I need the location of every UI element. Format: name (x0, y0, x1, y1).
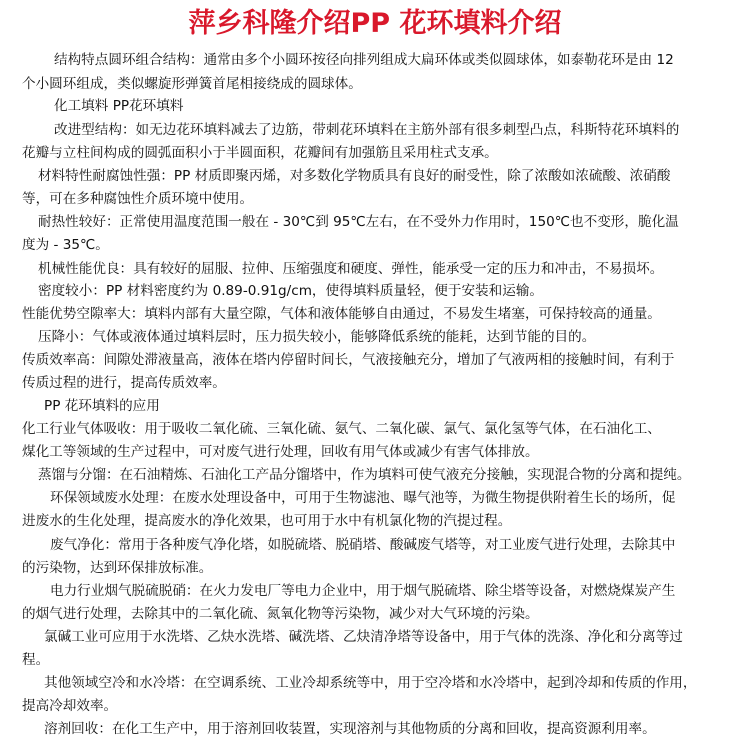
paragraph-line: 蒸馏与分馏：在石油精炼、石油化工产品分馏塔中，作为填料可使气液充分接触，实现混合物的分离和提纯。 (38, 467, 691, 483)
paragraph-line: 传质效率高：间隙处滞液量高，液体在塔内停留时间长，气液接触充分，增加了气液两相的接触时间，有利于 (22, 352, 675, 368)
paragraph-line: 氯碱工业可应用于水洗塔、乙炔水洗塔、碱洗塔、乙炔清净塔等设备中，用于气体的洗涤、净化和分离等过 (44, 629, 683, 645)
paragraph-line: 花瓣与立柱间构成的圆弧面积小于半圆面积，花瓣间有加强筋且采用柱式支承。 (22, 145, 498, 161)
paragraph-line: 耐热性较好：正常使用温度范围一般在 - 30℃到 95℃左右，在不受外力作用时，150℃也不变形，脆化温 (38, 214, 679, 230)
section-heading: PP 花环填料的应用 (44, 398, 160, 414)
paragraph-line: 密度较小：PP 材料密度约为 0.89-0.91g/cm，使得填料质量轻，便于安装和运输。 (38, 283, 544, 299)
paragraph-line: 度为 - 35℃。 (22, 237, 109, 253)
paragraph-line: 结构特点圆环组合结构：通常由多个小圆环按径向排列组成大扁环体或类似圆球体，如泰勒花环是由 12 (54, 52, 674, 68)
paragraph-line: 机械性能优良：具有较好的屈服、拉伸、压缩强度和硬度、弹性，能承受一定的压力和冲击，不易损坏。 (38, 261, 664, 277)
paragraph-line: 材料特性耐腐蚀性强：PP 材质即聚丙烯，对多数化学物质具有良好的耐受性，除了浓酸如浓硫酸、浓硝酸 (38, 168, 671, 184)
paragraph-line: 传质过程的进行，提高传质效率。 (22, 375, 226, 391)
paragraph-line: 的污染物，达到环保排放标准。 (22, 560, 213, 576)
paragraph-line: 化工行业气体吸收：用于吸收二氧化硫、三氧化硫、氨气、二氧化碳、氯气、氯化氢等气体，在石油化工、 (22, 421, 661, 437)
paragraph-line: 环保领域废水处理：在废水处理设备中，可用于生物滤池、曝气池等，为微生物提供附着生长的场所，促 (50, 490, 676, 506)
paragraph-line: 等，可在多种腐蚀性介质环境中使用。 (22, 191, 254, 207)
paragraph-line: 电力行业烟气脱硫脱硝：在火力发电厂等电力企业中，用于烟气脱硫塔、除尘塔等设备，对燃烧煤炭产生 (50, 583, 676, 599)
paragraph-line: 其他领域空冷和水冷塔：在空调系统、工业冷却系统等中，用于空冷塔和水冷塔中，起到冷却和传质的作用， (44, 675, 697, 691)
paragraph-line: 溶剂回收：在化工生产中，用于溶剂回收装置，实现溶剂与其他物质的分离和回收，提高资源利用率。 (44, 721, 656, 737)
paragraph-line: 煤化工等领域的生产过程中，可对废气进行处理，回收有用气体或减少有害气体排放。 (22, 444, 539, 460)
paragraph-line: 提高冷却效率。 (22, 698, 118, 714)
paragraph-line: 压降小：气体或液体通过填料层时，压力损失较小，能够降低系统的能耗，达到节能的目的。 (38, 329, 596, 345)
section-heading: 化工填料 PP花环填料 (54, 98, 184, 114)
paragraph-line: 进废水的生化处理，提高废水的净化效果，也可用于水中有机氯化物的汽提过程。 (22, 513, 512, 529)
paragraph-line: 程。 (22, 652, 50, 668)
paragraph-line: 改进型结构：如无边花环填料减去了边筋，带刺花环填料在主筋外部有很多刺型凸点，科斯特花环填料的 (54, 122, 680, 138)
paragraph-line: 个小圆环组成，类似螺旋形弹簧首尾相接绕成的圆球体。 (22, 76, 362, 92)
page-title: 萍乡科隆介绍PP 花环填料介绍 (188, 8, 562, 39)
paragraph-line: 废气净化：常用于各种废气净化塔，如脱硫塔、脱硝塔、酸碱废气塔等，对工业废气进行处理，去除其中 (50, 537, 676, 553)
paragraph-line: 性能优势空隙率大：填料内部有大量空隙，气体和液体能够自由通过，不易发生堵塞，可保持较高的通量。 (22, 306, 661, 322)
paragraph-line: 的烟气进行处理，去除其中的二氧化硫、氮氧化物等污染物，减少对大气环境的污染。 (22, 606, 539, 622)
